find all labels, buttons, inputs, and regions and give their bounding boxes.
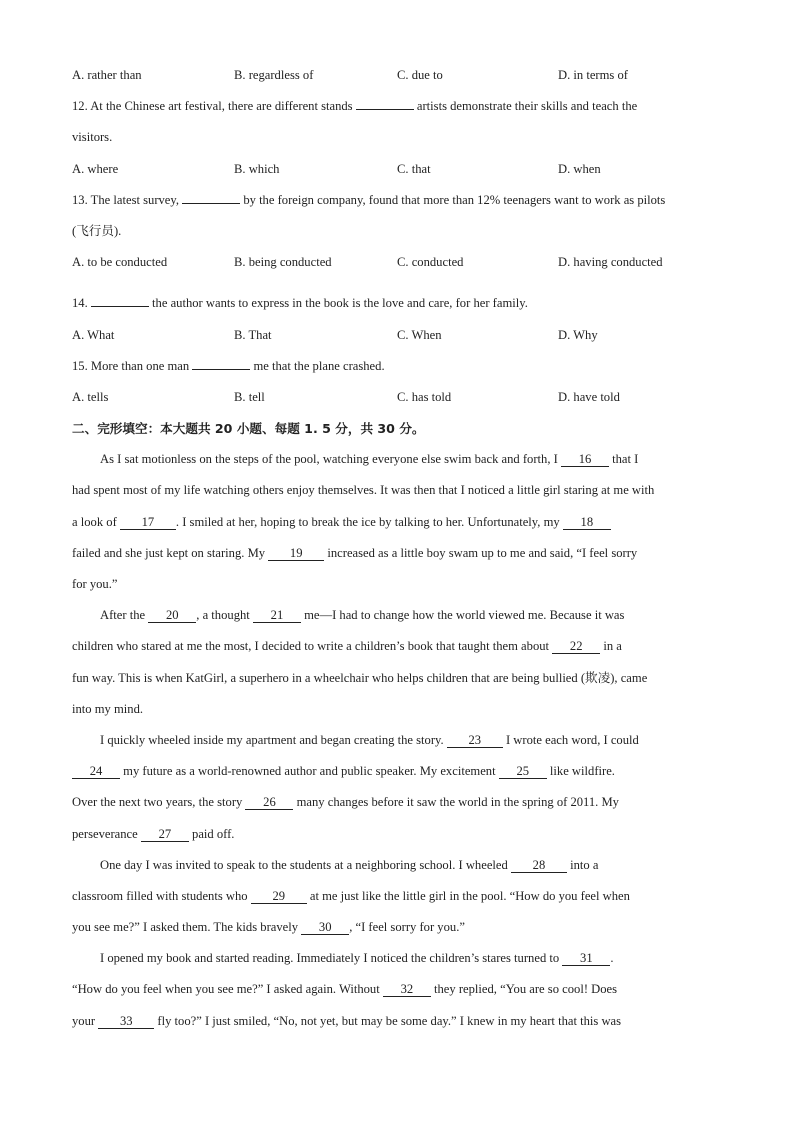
passage-text: , “I feel sorry for you.” xyxy=(349,920,465,935)
q13-options xyxy=(72,247,722,278)
q12-option-b[interactable]: B. which xyxy=(234,161,280,176)
passage-text: After the xyxy=(100,608,149,623)
passage-line xyxy=(72,819,722,850)
q14-text-post: the author wants to express in the book is the love and care, for her family. xyxy=(148,296,528,311)
q14-option-a[interactable]: A. What xyxy=(72,327,115,342)
passage-text: that I xyxy=(608,452,639,467)
passage-line xyxy=(72,600,722,631)
passage-line xyxy=(72,538,722,569)
passage-text: you see me?” I asked them. The kids bravely xyxy=(72,920,302,935)
q11-option-b[interactable]: B. regardless of xyxy=(234,68,314,82)
q14-option-b[interactable]: B. That xyxy=(234,327,272,342)
q14-options xyxy=(72,320,722,351)
blank-20[interactable]: 20 xyxy=(148,608,196,623)
passage-text: many changes before it saw the world in the spring of 2011. My xyxy=(293,795,619,810)
q11-option-d[interactable]: D. in terms of xyxy=(558,68,628,82)
blank-21[interactable]: 21 xyxy=(253,608,301,623)
passage-line xyxy=(72,756,722,787)
passage-text: increased as a little boy swam up to me and said, “I feel sorry xyxy=(324,545,638,560)
q12-text-post: artists demonstrate their skills and teach the xyxy=(413,99,638,114)
blank-17[interactable]: 17 xyxy=(120,515,176,530)
q13-stem xyxy=(72,185,722,216)
q15-options xyxy=(72,382,722,413)
blank-32[interactable]: 32 xyxy=(383,982,431,997)
blank-19[interactable]: 19 xyxy=(268,546,324,561)
blank-24[interactable]: 24 xyxy=(72,764,120,779)
passage-line: had spent most of my life watching others enjoy themselves. It was then that I noticed a little girl staring at me with xyxy=(72,483,655,498)
blank-26[interactable]: 26 xyxy=(245,795,293,810)
passage-text: “How do you feel when you see me?” I asked again. Without xyxy=(72,982,383,997)
q13-option-c[interactable]: C. conducted xyxy=(397,255,464,270)
q12-blank xyxy=(356,109,414,110)
q15-stem xyxy=(72,351,722,382)
passage-text: failed and she just kept on staring. My xyxy=(72,545,269,560)
q15-option-d[interactable]: D. have told xyxy=(558,389,620,404)
q12-text-pre: 12. At the Chinese art festival, there are different stands xyxy=(72,99,356,114)
passage-text: I quickly wheeled inside my apartment and began creating the story. xyxy=(100,732,447,747)
blank-31[interactable]: 31 xyxy=(562,951,610,966)
q13-option-a[interactable]: A. to be conducted xyxy=(72,255,168,270)
passage-text: into a xyxy=(566,857,599,872)
passage-line xyxy=(72,850,722,881)
passage-line xyxy=(72,1006,722,1037)
passage-line xyxy=(72,444,722,475)
q15-text-pre: 15. More than one man xyxy=(72,358,193,373)
blank-22[interactable]: 22 xyxy=(552,639,600,654)
passage-text: . xyxy=(610,951,614,966)
q13-blank xyxy=(182,203,240,204)
q11-option-a[interactable]: A. rather than xyxy=(72,68,142,82)
passage-line: for you.” xyxy=(72,577,118,591)
q12-stem-cont: visitors. xyxy=(72,130,113,145)
passage-text: As I sat motionless on the steps of the pool, watching everyone else swim back and forth, I xyxy=(100,452,561,467)
passage-text: fly too?” I just smiled, “No, not yet, but may be some day.” I knew in my heart that this was xyxy=(154,1013,622,1028)
section-2-heading: 二、完形填空：本大题共 20 小题、每题 1. 5 分，共 30 分。 xyxy=(72,421,425,437)
blank-28[interactable]: 28 xyxy=(511,858,567,873)
q14-option-c[interactable]: C. When xyxy=(397,327,442,342)
passage-text: your xyxy=(72,1013,99,1028)
q13-stem-cont: (飞行员). xyxy=(72,223,122,238)
passage-line xyxy=(72,912,722,943)
passage-line xyxy=(72,881,722,912)
passage-text: I opened my book and started reading. Immediately I noticed the children’s stares turned to xyxy=(100,951,563,966)
q13-option-b[interactable]: B. being conducted xyxy=(234,255,332,270)
q12-options xyxy=(72,154,722,185)
passage-text: like wildfire. xyxy=(546,764,615,779)
q15-blank xyxy=(192,369,250,370)
passage-text: paid off. xyxy=(188,826,235,841)
passage-line xyxy=(72,787,722,818)
passage-text: a look of xyxy=(72,514,120,529)
q13-text-pre: 13. The latest survey, xyxy=(72,192,183,207)
passage-line xyxy=(72,507,722,538)
q13-text-post: by the foreign company, found that more than 12% teenagers want to work as pilots xyxy=(240,192,666,207)
blank-23[interactable]: 23 xyxy=(447,733,503,748)
passage-line xyxy=(72,974,722,1005)
q15-text-post: me that the plane crashed. xyxy=(250,358,385,373)
blank-33[interactable]: 33 xyxy=(98,1014,154,1029)
passage-text: children who stared at me the most, I decided to write a children’s book that taught them about xyxy=(72,639,553,654)
q14-blank xyxy=(91,306,149,307)
q12-option-c[interactable]: C. that xyxy=(397,161,431,176)
q12-option-a[interactable]: A. where xyxy=(72,161,119,176)
blank-18[interactable]: 18 xyxy=(563,515,611,530)
passage-text: I wrote each word, I could xyxy=(502,732,639,747)
passage-text: my future as a world-renowned author and public speaker. My excitement xyxy=(120,764,499,779)
blank-27[interactable]: 27 xyxy=(141,827,189,842)
passage-text: me—I had to change how the world viewed me. Because it was xyxy=(300,608,625,623)
passage-line: fun way. This is when KatGirl, a superhero in a wheelchair who helps children that are being bullied (欺凌), came xyxy=(72,670,648,685)
q14-stem xyxy=(72,288,722,319)
q11-option-c[interactable]: C. due to xyxy=(397,68,443,82)
passage-text: they replied, “You are so cool! Does xyxy=(430,982,618,997)
blank-29[interactable]: 29 xyxy=(251,889,307,904)
passage-text: , a thought xyxy=(196,608,253,623)
blank-16[interactable]: 16 xyxy=(561,452,609,467)
q15-option-b[interactable]: B. tell xyxy=(234,389,265,404)
passage-line xyxy=(72,943,722,974)
passage-line: into my mind. xyxy=(72,701,144,716)
passage-text: at me just like the little girl in the pool. “How do you feel when xyxy=(306,888,630,903)
passage-line xyxy=(72,725,722,756)
exam-page xyxy=(72,60,722,1037)
blank-25[interactable]: 25 xyxy=(499,764,547,779)
passage-text: classroom filled with students who xyxy=(72,888,251,903)
passage-text: in a xyxy=(600,639,622,654)
blank-30[interactable]: 30 xyxy=(301,920,349,935)
q15-option-c[interactable]: C. has told xyxy=(397,389,452,404)
q12-stem xyxy=(72,91,722,122)
q12-option-d[interactable]: D. when xyxy=(558,161,601,176)
q14-option-d[interactable]: D. Why xyxy=(558,327,598,342)
passage-text: One day I was invited to speak to the students at a neighboring school. I wheeled xyxy=(100,857,511,872)
q11-options xyxy=(72,60,722,91)
passage-text: Over the next two years, the story xyxy=(72,795,246,810)
passage-line xyxy=(72,631,722,662)
q14-number: 14. xyxy=(72,296,91,311)
passage-text: perseverance xyxy=(72,826,141,841)
q15-option-a[interactable]: A. tells xyxy=(72,389,109,404)
passage-text: . I smiled at her, hoping to break the ice by talking to her. Unfortunately, my xyxy=(175,514,563,529)
q13-option-d[interactable]: D. having conducted xyxy=(558,255,663,270)
